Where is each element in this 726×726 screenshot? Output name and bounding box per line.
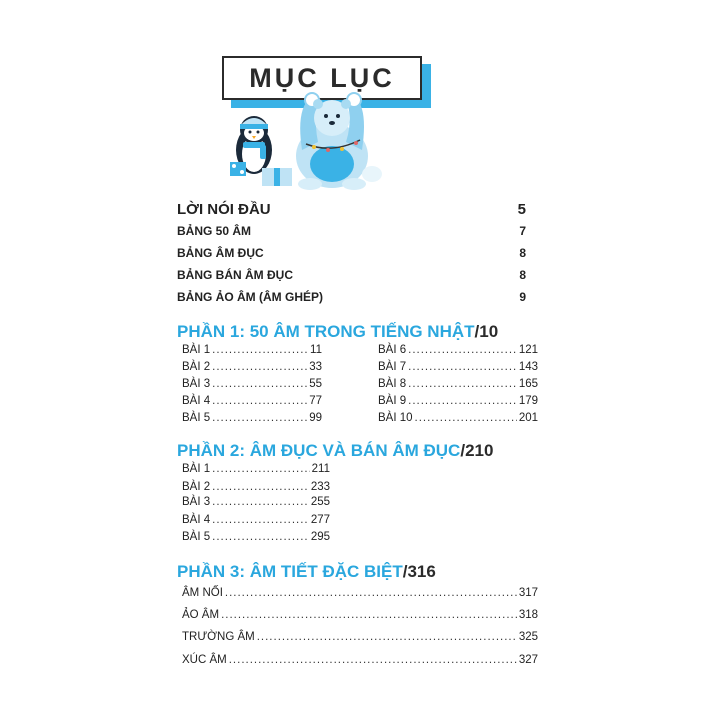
toc-label: ÂM NỐI (182, 587, 223, 599)
toc-row[interactable] (182, 480, 330, 494)
toc-entry-label: BẢNG ÂM ĐỤC (177, 246, 264, 260)
part-1-heading[interactable] (177, 322, 498, 342)
leader-dots (212, 394, 307, 408)
toc-page: 255 (310, 496, 330, 508)
toc-entry-page: 8 (519, 246, 526, 260)
toc-page: 277 (310, 514, 330, 526)
toc-page: 317 (518, 587, 538, 599)
toc-label: BÀI 8 (378, 378, 407, 390)
toc-entry-label: LỜI NÓI ĐẦU (177, 201, 271, 218)
toc-row[interactable] (182, 377, 322, 391)
toc-label: BÀI 2 (182, 481, 211, 493)
toc-row[interactable] (378, 343, 538, 357)
toc-label: BÀI 5 (182, 412, 211, 424)
leader-dots (408, 394, 517, 408)
toc-page: 233 (310, 481, 330, 493)
toc-row[interactable] (182, 653, 538, 667)
winter-animals-illustration (210, 90, 390, 190)
toc-page: 318 (518, 609, 538, 621)
toc-row[interactable] (378, 394, 538, 408)
toc-row[interactable] (182, 411, 322, 425)
leader-dots (212, 360, 307, 374)
polar-bear-icon (296, 93, 382, 190)
part-page: /210 (460, 441, 494, 460)
part-page: /10 (474, 322, 499, 341)
toc-label: BÀI 1 (182, 344, 211, 356)
toc-page: 201 (518, 412, 538, 424)
toc-entry-page: 9 (519, 290, 526, 304)
toc-label: ẢO ÂM (182, 609, 220, 621)
toc-page: 11 (310, 344, 322, 356)
leader-dots (212, 513, 309, 527)
toc-page: 33 (309, 361, 322, 373)
leader-dots (212, 411, 307, 425)
toc-entry-preface[interactable] (177, 201, 526, 218)
toc-label: BÀI 5 (182, 531, 211, 543)
leader-dots (212, 462, 310, 476)
toc-page: 121 (518, 344, 538, 356)
toc-row[interactable] (378, 411, 538, 425)
toc-row[interactable] (182, 513, 330, 527)
toc-page: 295 (310, 531, 330, 543)
toc-row[interactable] (182, 462, 330, 476)
toc-row[interactable] (182, 586, 538, 600)
toc-entry-voiced[interactable] (177, 246, 526, 260)
leader-dots (408, 343, 517, 357)
part-title: PHẦN 2: ÂM ĐỤC VÀ BÁN ÂM ĐỤC (177, 441, 461, 460)
toc-row[interactable] (182, 360, 322, 374)
toc-row[interactable] (182, 394, 322, 408)
toc-label: BÀI 9 (378, 395, 407, 407)
leader-dots (212, 495, 309, 509)
toc-label: BÀI 4 (182, 395, 211, 407)
toc-label: BÀI 4 (182, 514, 211, 526)
part-title: PHẦN 3: ÂM TIẾT ĐẶC BIỆT (177, 562, 403, 581)
toc-row[interactable] (182, 608, 538, 622)
part-3-heading[interactable] (177, 562, 436, 582)
toc-entry-label: BẢNG BÁN ÂM ĐỤC (177, 268, 293, 282)
toc-entry-page: 8 (519, 268, 526, 282)
toc-entry-label: BẢNG 50 ÂM (177, 224, 252, 238)
toc-page: 77 (309, 395, 322, 407)
part-2-heading[interactable] (177, 441, 493, 461)
part-title: PHẦN 1: 50 ÂM TRONG TIẾNG NHẬT (177, 322, 475, 341)
toc-row[interactable] (182, 530, 330, 544)
toc-row[interactable] (182, 495, 330, 509)
toc-page: 179 (518, 395, 538, 407)
page-title: MỤC LỤC (249, 62, 395, 93)
leader-dots (408, 377, 517, 391)
toc-label: BÀI 1 (182, 463, 211, 475)
toc-page: 327 (518, 654, 538, 666)
toc-entry-label: BẢNG ẢO ÂM (ÂM GHÉP) (177, 290, 323, 304)
leader-dots (415, 411, 517, 425)
toc-entry-page: 5 (517, 201, 526, 218)
leader-dots (212, 480, 309, 494)
toc-page: 325 (518, 631, 538, 643)
leader-dots (212, 343, 308, 357)
toc-page: 99 (309, 412, 322, 424)
toc-row[interactable] (378, 360, 538, 374)
toc-page: 55 (309, 378, 322, 390)
toc-page: 143 (518, 361, 538, 373)
toc-page: 211 (311, 463, 330, 475)
toc-label: BÀI 6 (378, 344, 407, 356)
toc-row[interactable] (182, 343, 322, 357)
toc-entry-semi-voiced[interactable] (177, 268, 526, 282)
toc-label: BÀI 3 (182, 496, 211, 508)
leader-dots (229, 653, 517, 667)
toc-row[interactable] (378, 377, 538, 391)
toc-label: BÀI 7 (378, 361, 407, 373)
toc-entry-table-50[interactable] (177, 224, 526, 238)
toc-label: XÚC ÂM (182, 654, 227, 666)
toc-entry-page: 7 (519, 224, 526, 238)
leader-dots (212, 377, 307, 391)
toc-label: BÀI 10 (378, 412, 413, 424)
toc-label: BÀI 2 (182, 361, 211, 373)
toc-entry-combined[interactable] (177, 290, 526, 304)
leader-dots (221, 608, 517, 622)
leader-dots (257, 630, 517, 644)
toc-row[interactable] (182, 630, 538, 644)
toc-label: TRƯỜNG ÂM (182, 631, 255, 643)
leader-dots (225, 586, 517, 600)
part-page: /316 (402, 562, 436, 581)
leader-dots (212, 530, 309, 544)
toc-page: 165 (518, 378, 538, 390)
toc-label: BÀI 3 (182, 378, 211, 390)
leader-dots (408, 360, 517, 374)
